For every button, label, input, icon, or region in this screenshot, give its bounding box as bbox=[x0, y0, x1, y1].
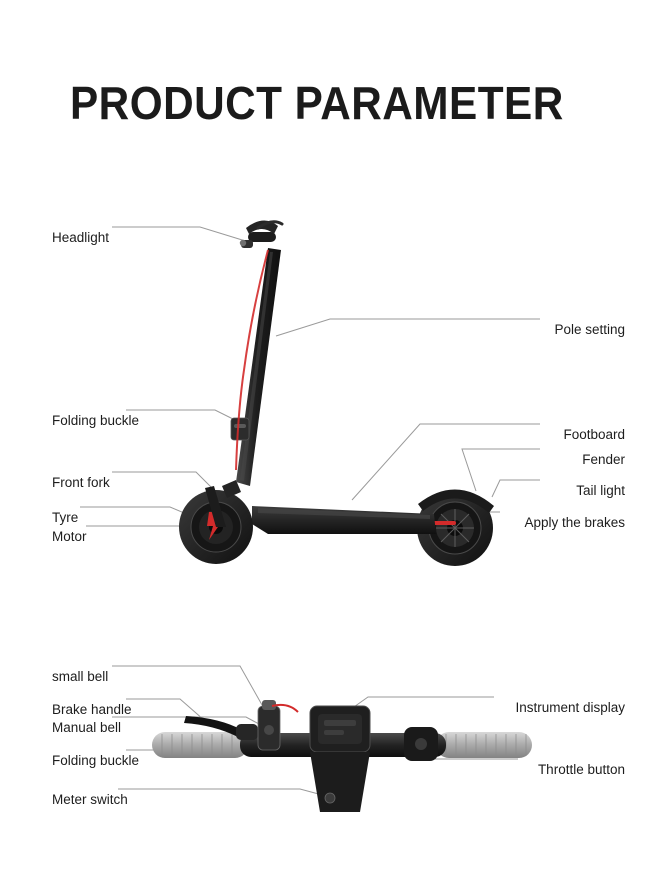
label-brake-handle: Brake handle bbox=[52, 702, 132, 717]
label-folding-buckle-scooter: Folding buckle bbox=[52, 413, 140, 428]
page-title: PRODUCT PARAMETER bbox=[70, 77, 564, 129]
label-fender: Fender bbox=[582, 452, 625, 467]
label-headlight: Headlight bbox=[52, 230, 110, 245]
label-throttle-button: Throttle button bbox=[537, 762, 625, 777]
label-tail-light: Tail light bbox=[576, 483, 625, 498]
label-front-fork: Front fork bbox=[52, 475, 110, 490]
label-small-bell: small bell bbox=[52, 669, 109, 684]
label-meter-switch: Meter switch bbox=[52, 792, 128, 807]
label-manual-bell: Manual bell bbox=[52, 720, 122, 735]
label-folding-buckle-handlebar: Folding buckle bbox=[52, 753, 140, 768]
label-apply-the-brakes: Apply the brakes bbox=[524, 515, 625, 530]
label-footboard: Footboard bbox=[563, 427, 625, 442]
label-instrument-display: Instrument display bbox=[515, 700, 625, 715]
label-pole-setting: Pole setting bbox=[554, 322, 625, 337]
label-motor: Motor bbox=[52, 529, 87, 544]
label-tyre: Tyre bbox=[52, 510, 79, 525]
